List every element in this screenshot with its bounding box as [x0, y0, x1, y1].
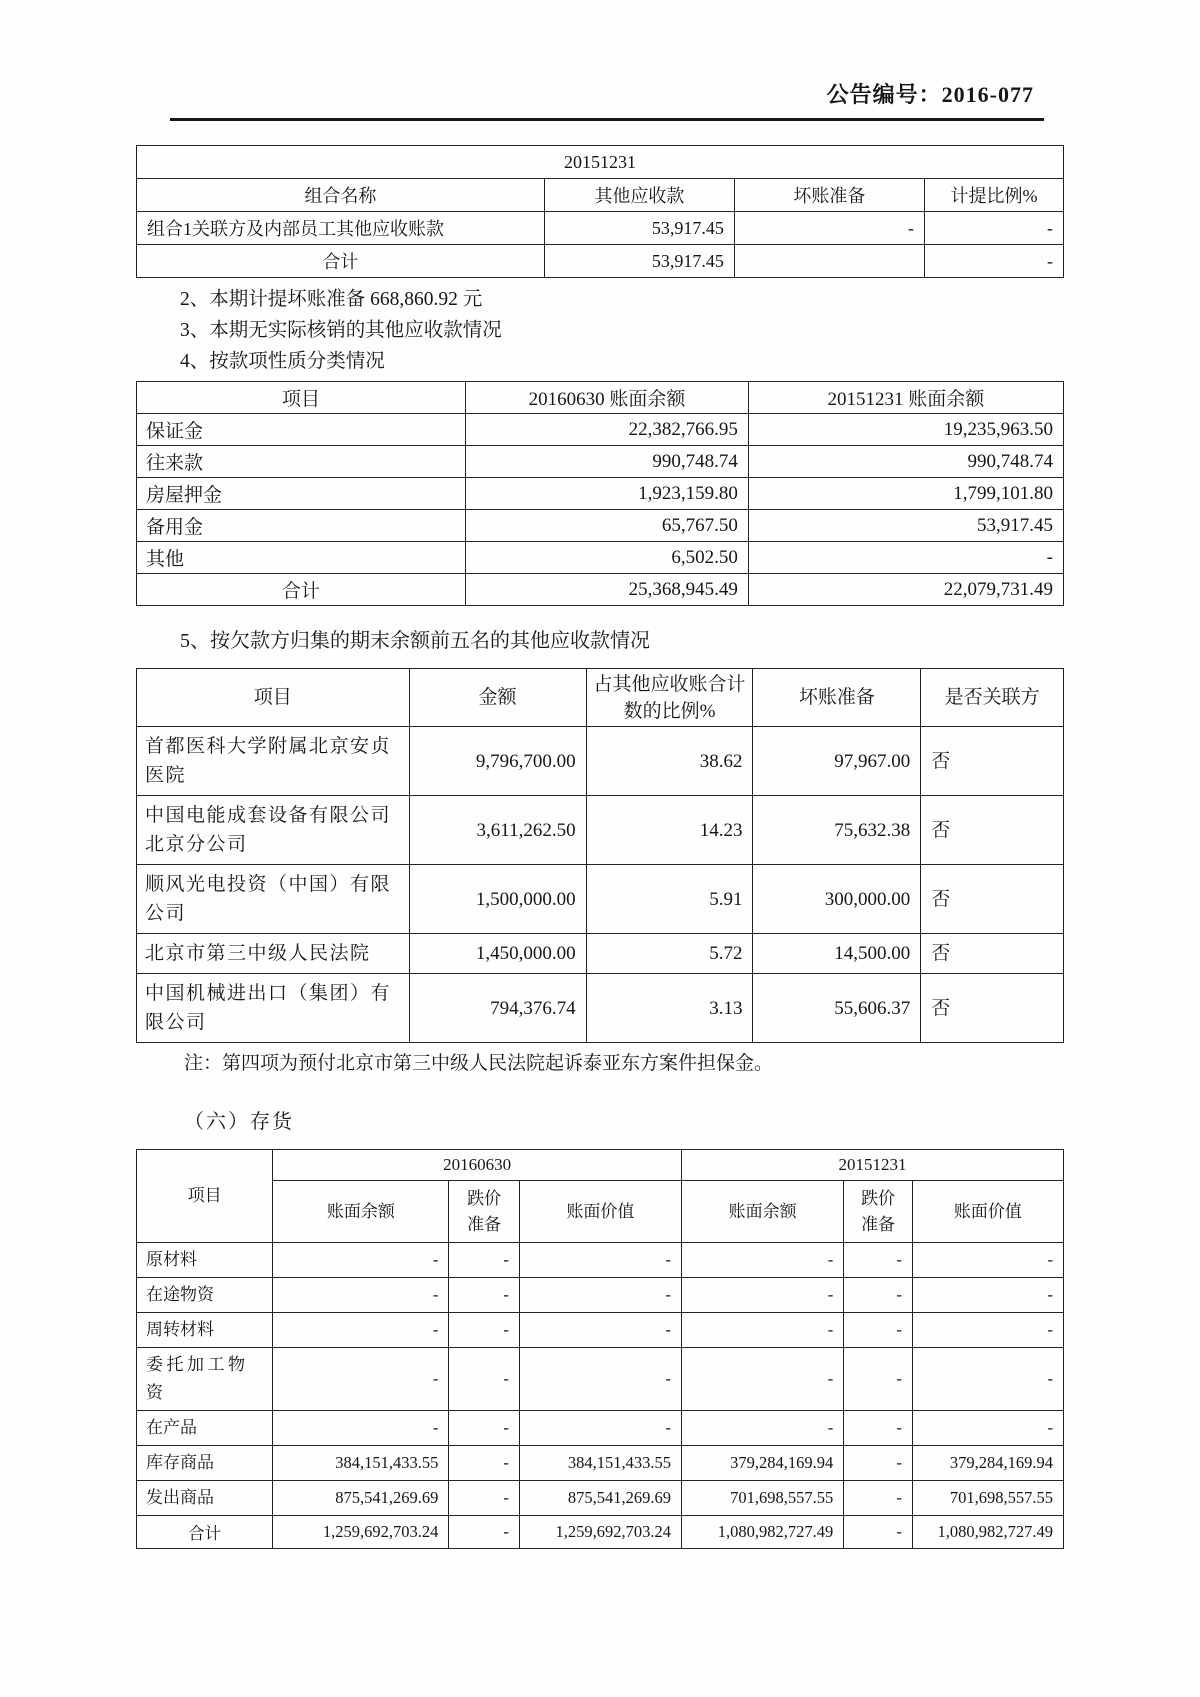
debtor-name: 中国机械进出口（集团）有限公司	[137, 974, 410, 1043]
cell-value: -	[844, 1411, 913, 1446]
cell-value: -	[844, 1243, 913, 1278]
cell-value: 1,259,692,703.24	[519, 1516, 681, 1549]
receivables-by-nature-table	[136, 381, 1064, 606]
row-label: 库存商品	[137, 1446, 273, 1481]
cell-value: -	[912, 1313, 1063, 1348]
row-label: 原材料	[137, 1243, 273, 1278]
cell-value: -	[682, 1411, 844, 1446]
table3-footnote: 注：第四项为预付北京市第三中级人民法院起诉泰亚东方案件担保金。	[184, 1053, 774, 1074]
row-label-total: 合计	[137, 245, 545, 278]
header-cell-item: 项目	[137, 382, 466, 414]
debtor-name: 北京市第三中级人民法院	[137, 934, 410, 974]
cell-value: 6,502.50	[466, 542, 749, 574]
cell-bad-debt: 97,967.00	[753, 727, 921, 796]
announcement-number: 公告编号：2016-077	[826, 82, 1034, 107]
cell-bad-debt	[734, 245, 924, 278]
note-no-writeoff: 3、本期无实际核销的其他应收款情况	[180, 320, 502, 341]
header-cell-amount: 金额	[409, 669, 586, 727]
cell-value: 22,079,731.49	[748, 574, 1063, 606]
cell-related-party: 否	[921, 934, 1064, 974]
cell-related-party: 否	[921, 727, 1064, 796]
cell-value: -	[519, 1411, 681, 1446]
row-label: 保证金	[137, 414, 466, 446]
table-row	[137, 865, 1064, 934]
cell-related-party: 否	[921, 796, 1064, 865]
row-label-total: 合计	[137, 574, 466, 606]
column-header-row	[137, 669, 1064, 727]
column-header-row	[137, 382, 1064, 414]
header-cell-period-20160630: 20160630	[273, 1150, 682, 1181]
row-label: 在产品	[137, 1411, 273, 1446]
debtor-name: 首都医科大学附属北京安贞医院	[137, 727, 410, 796]
row-label: 备用金	[137, 510, 466, 542]
column-header-row	[137, 179, 1064, 212]
header-cell-bad-debt: 坏账准备	[753, 669, 921, 727]
cell-proportion: 5.91	[586, 865, 753, 934]
cell-amount: 3,611,262.50	[409, 796, 586, 865]
total-row	[137, 574, 1064, 606]
cell-amount: 9,796,700.00	[409, 727, 586, 796]
cell-value: -	[449, 1411, 519, 1446]
total-row	[137, 1516, 1064, 1549]
header-cell-ratio: 计提比例%	[924, 179, 1063, 212]
cell-value: 53,917.45	[748, 510, 1063, 542]
top-five-debtors-table	[136, 668, 1064, 1043]
cell-value: -	[273, 1243, 449, 1278]
cell-value: -	[449, 1516, 519, 1549]
debtor-name: 顺风光电投资（中国）有限公司	[137, 865, 410, 934]
cell-value: 701,698,557.55	[682, 1481, 844, 1516]
cell-value: 1,799,101.80	[748, 478, 1063, 510]
cell-value: 379,284,169.94	[682, 1446, 844, 1481]
debtor-name: 中国电能成套设备有限公司北京分公司	[137, 796, 410, 865]
table-row	[137, 414, 1064, 446]
cell-value: 1,080,982,727.49	[912, 1516, 1063, 1549]
cell-value: -	[844, 1313, 913, 1348]
inventory-table	[136, 1149, 1064, 1549]
cell-value: -	[844, 1446, 913, 1481]
row-label: 周转材料	[137, 1313, 273, 1348]
cell-value: -	[844, 1348, 913, 1411]
cell-value: -	[449, 1243, 519, 1278]
cell-related-party: 否	[921, 865, 1064, 934]
table-row	[137, 727, 1064, 796]
header-cell-balance-20151231: 20151231 账面余额	[748, 382, 1063, 414]
cell-value: 19,235,963.50	[748, 414, 1063, 446]
cell-value: -	[912, 1278, 1063, 1313]
cell-value: -	[449, 1278, 519, 1313]
cell-bad-debt: 300,000.00	[753, 865, 921, 934]
table-row	[137, 1243, 1064, 1278]
header-cell-price-provision: 跌价准备	[449, 1181, 519, 1243]
header-cell-item: 项目	[137, 1150, 273, 1243]
header-cell-book-balance: 账面余额	[273, 1181, 449, 1243]
table-row	[137, 446, 1064, 478]
cell-value: -	[273, 1278, 449, 1313]
header-cell-book-balance: 账面余额	[682, 1181, 844, 1243]
cell-value: -	[519, 1278, 681, 1313]
cell-value: -	[519, 1313, 681, 1348]
cell-value: -	[682, 1313, 844, 1348]
cell-proportion: 38.62	[586, 727, 753, 796]
header-cell-price-provision: 跌价准备	[844, 1181, 913, 1243]
cell-bad-debt: 14,500.00	[753, 934, 921, 974]
table-row	[137, 974, 1064, 1043]
header-cell-book-value: 账面价值	[519, 1181, 681, 1243]
cell-value: 990,748.74	[466, 446, 749, 478]
cell-value: -	[682, 1243, 844, 1278]
cell-value: 701,698,557.55	[912, 1481, 1063, 1516]
cell-value: 875,541,269.69	[273, 1481, 449, 1516]
header-cell-other-receivables: 其他应收款	[544, 179, 734, 212]
cell-value: 25,368,945.49	[466, 574, 749, 606]
notes-block	[136, 284, 1064, 377]
cell-value: -	[912, 1243, 1063, 1278]
header-cell-bad-debt: 坏账准备	[734, 179, 924, 212]
title-underline-rule	[170, 118, 1044, 121]
cell-value: -	[449, 1481, 519, 1516]
row-label-total: 合计	[137, 1516, 273, 1549]
cell-value: -	[273, 1313, 449, 1348]
cell-ratio: -	[924, 212, 1063, 245]
table-row	[137, 542, 1064, 574]
cell-value: -	[449, 1313, 519, 1348]
cell-value: -	[682, 1278, 844, 1313]
cell-ratio: -	[924, 245, 1063, 278]
table-row	[137, 1411, 1064, 1446]
table-row	[137, 510, 1064, 542]
header-cell-related-party: 是否关联方	[921, 669, 1064, 727]
cell-value: 384,151,433.55	[519, 1446, 681, 1481]
cell-value: -	[844, 1278, 913, 1313]
cell-value: 1,923,159.80	[466, 478, 749, 510]
row-label: 往来款	[137, 446, 466, 478]
header-cell-balance-20160630: 20160630 账面余额	[466, 382, 749, 414]
row-label: 其他	[137, 542, 466, 574]
table-row	[137, 478, 1064, 510]
cell-value: -	[273, 1411, 449, 1446]
period-header-row	[137, 1150, 1064, 1181]
section6-heading: （六）存货	[184, 1111, 294, 1133]
cell-value: -	[748, 542, 1063, 574]
cell-amount: 53,917.45	[544, 212, 734, 245]
cell-value: -	[519, 1243, 681, 1278]
section5-heading: 5、按欠款方归集的期末余额前五名的其他应收款情况	[180, 630, 650, 652]
header-cell-period-20151231: 20151231	[682, 1150, 1064, 1181]
cell-value: 1,259,692,703.24	[273, 1516, 449, 1549]
cell-value: -	[519, 1348, 681, 1411]
table-row	[137, 1348, 1064, 1411]
row-label: 房屋押金	[137, 478, 466, 510]
row-label: 委托加工物资	[137, 1348, 273, 1411]
cell-value: 1,080,982,727.49	[682, 1516, 844, 1549]
period-header-row	[137, 146, 1064, 179]
cell-value: -	[844, 1516, 913, 1549]
header-cell-book-value: 账面价值	[912, 1181, 1063, 1243]
cell-value: -	[682, 1348, 844, 1411]
cell-bad-debt: -	[734, 212, 924, 245]
row-label: 在途物资	[137, 1278, 273, 1313]
period-header-cell: 20151231	[137, 146, 1064, 179]
cell-proportion: 3.13	[586, 974, 753, 1043]
cell-bad-debt: 55,606.37	[753, 974, 921, 1043]
header-cell-proportion: 占其他应收账合计数的比例%	[586, 669, 753, 727]
cell-value: -	[273, 1348, 449, 1411]
cell-amount: 53,917.45	[544, 245, 734, 278]
table-row	[137, 1446, 1064, 1481]
cell-bad-debt: 75,632.38	[753, 796, 921, 865]
cell-value: 22,382,766.95	[466, 414, 749, 446]
cell-value: -	[912, 1411, 1063, 1446]
table-row	[137, 796, 1064, 865]
cell-proportion: 14.23	[586, 796, 753, 865]
note-classification-heading: 4、按款项性质分类情况	[180, 351, 385, 372]
cell-amount: 794,376.74	[409, 974, 586, 1043]
total-row	[137, 245, 1064, 278]
cell-amount: 1,500,000.00	[409, 865, 586, 934]
cell-value: -	[449, 1348, 519, 1411]
table-row	[137, 212, 1064, 245]
row-label: 发出商品	[137, 1481, 273, 1516]
table-row	[137, 1278, 1064, 1313]
cell-value: -	[912, 1348, 1063, 1411]
table-row	[137, 934, 1064, 974]
header-cell-item: 项目	[137, 669, 410, 727]
sub-header-row	[137, 1181, 1064, 1243]
table-row	[137, 1481, 1064, 1516]
other-receivables-portfolio-table	[136, 145, 1064, 278]
cell-value: 65,767.50	[466, 510, 749, 542]
cell-value: 875,541,269.69	[519, 1481, 681, 1516]
cell-value: 990,748.74	[748, 446, 1063, 478]
cell-value: 379,284,169.94	[912, 1446, 1063, 1481]
cell-value: -	[449, 1446, 519, 1481]
table-row	[137, 1313, 1064, 1348]
cell-related-party: 否	[921, 974, 1064, 1043]
cell-amount: 1,450,000.00	[409, 934, 586, 974]
cell-proportion: 5.72	[586, 934, 753, 974]
row-label: 组合1关联方及内部员工其他应收账款	[137, 212, 545, 245]
cell-value: 384,151,433.55	[273, 1446, 449, 1481]
header-cell-portfolio-name: 组合名称	[137, 179, 545, 212]
note-bad-debt-provision: 2、本期计提坏账准备 668,860.92 元	[180, 289, 483, 310]
cell-value: -	[844, 1481, 913, 1516]
